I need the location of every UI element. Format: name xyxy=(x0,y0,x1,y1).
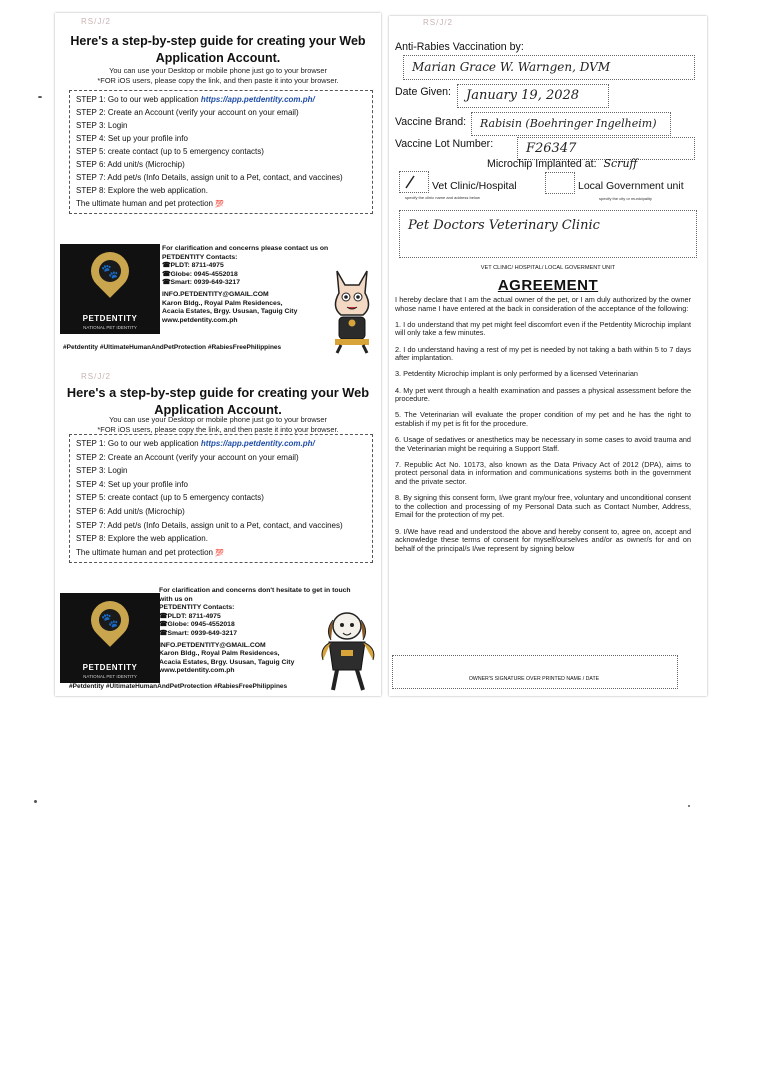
signature-field[interactable] xyxy=(392,655,678,689)
steps-box xyxy=(69,90,373,214)
clause: 1. I do understand that my pet might feel discomfort even if the Petdentity Microchip implant will only take a few minutes. xyxy=(395,319,691,338)
web-app-link[interactable]: https://app.petdentity.com.ph/ xyxy=(200,95,315,104)
email-address: INFO.PETDENTITY@GMAIL.COM xyxy=(159,641,266,649)
hashtags: #Petdentity #UltimateHumanAndPetProtection #RabiesFreePhilippines xyxy=(63,344,282,351)
steps-box xyxy=(69,434,373,563)
step-item: STEP 7: Add pet/s (Info Details, assign unit to a Pet, contact, and vaccines) xyxy=(76,520,343,530)
step-item: STEP 6: Add unit/s (Microchip) xyxy=(76,506,185,516)
phone-globe: ☎Globe: 0945-4552018 xyxy=(159,621,235,629)
clause: 5. The Veterinarian will evaluate the proper condition of my pet and he has the right to establish if my pet is fit for the procedure. xyxy=(395,410,691,428)
clause: 2. I do understand having a rest of my pet is needed by not taking a bath within 5 to 7 days after implantation. xyxy=(395,344,691,363)
dog-mascot-icon xyxy=(317,608,379,694)
cat-mascot-icon xyxy=(323,263,381,355)
lgu-hint: specify the city or municipality xyxy=(599,196,652,201)
step-item: STEP 6: Add unit/s (Microchip) xyxy=(76,160,185,169)
lgu-option: Local Government unit xyxy=(578,180,684,192)
closing-line: The ultimate human and pet protection 💯 xyxy=(76,547,224,557)
step-item: STEP 3: Login xyxy=(76,121,128,130)
scan-speck xyxy=(38,96,42,98)
step-item: STEP 2: Create an Account (verify your account on your email) xyxy=(76,108,299,117)
step-item: STEP 4: Set up your profile info xyxy=(76,479,188,489)
clause: 7. Republic Act No. 10173, also known as the Data Privacy Act of 2012 (DPA), aims to protect personal data in information and communications systems both in the government and the private sector. xyxy=(395,459,691,487)
scan-speck xyxy=(688,805,690,807)
stamp-mark: RS/J/2 xyxy=(81,17,112,26)
agreement-clauses xyxy=(395,296,691,561)
clause: 6. Usage of sedatives or anesthetics may be necessary in some cases to avoid trauma and the Veterinarian might be requiring a Support Staff. xyxy=(395,435,691,453)
step-item: STEP 8: Explore the web application. xyxy=(76,534,208,544)
vaccine-lot-field[interactable]: F26347 xyxy=(517,137,695,160)
vaccine-brand-field[interactable]: Rabisin (Boehringer Ingelheim) xyxy=(471,112,671,136)
phone-globe: ☎Globe: 0945-4552018 xyxy=(162,270,238,278)
hundred-icon: 💯 xyxy=(215,549,224,557)
clause: 4. My pet went through a health examination and passes a physical assessment before the procedure. xyxy=(395,385,691,404)
clause: 3. Petdentity Microchip implant is only performed by a licensed Veterinarian xyxy=(395,369,638,379)
vaccination-form-sheet xyxy=(389,16,707,696)
paw-icon: 🐾 xyxy=(99,609,121,631)
vaccinated-by-label: Anti-Rabies Vaccination by: xyxy=(395,41,524,53)
location-pin-icon xyxy=(83,244,137,298)
guide-subtitle: You can use your Desktop or mobile phone just go to your browser *FOR iOS users, please copy the link, and then paste it into your browser. xyxy=(97,66,339,85)
step-item: STEP 8: Explore the web application. xyxy=(76,186,208,195)
clause: 9. I/We have read and understood the above and hereby consent to, agree on, accept and acknowledge these terms of consent for myself/ourselves and/or as owner/s for and on behalf of the principal/s I/we represent by signing below xyxy=(395,526,691,553)
closing-line: The ultimate human and pet protection 💯 xyxy=(76,199,224,208)
agreement-intro: I hereby declare that I am the actual owner of the pet, or I am duly authorized by the owner whose name I have entered at the back in consideration of the acceptance of the following: xyxy=(395,295,691,313)
guide-card-top xyxy=(55,13,381,359)
step-item: STEP 7: Add pet/s (Info Details, assign unit to a Pet, contact, and vaccines) xyxy=(76,173,343,182)
vaccine-lot-label: Vaccine Lot Number: xyxy=(395,138,494,150)
petdentity-logo: 🐾 PETDENTITY NATIONAL PET IDENTITY xyxy=(60,593,160,683)
hundred-icon: 💯 xyxy=(215,201,224,208)
checkmark-icon xyxy=(400,172,428,192)
guide-subtitle: You can use your Desktop or mobile phone just go to your browser *FOR iOS users, please copy the link, and then paste it into your browser. xyxy=(97,415,339,434)
contact-block: For clarification and concerns don't hesitate to get in touch with us on PETDENTITY Contacts: ☎PLDT: 8711-4975 ☎Globe: 0945-4552018 ☎Smart: 0939-649-3217 INFO.PETDENTITY@GMAIL.COM Karon Bldg., Royal Palm Residences, Acacia Estates, Brgy. Ususan, Taguig City www.petdentity.com.ph xyxy=(159,587,359,676)
scan-speck xyxy=(34,800,37,803)
stamp-mark: RS/J/2 xyxy=(423,18,454,27)
vet-clinic-checkbox[interactable] xyxy=(399,171,429,193)
step-item: STEP 5: create contact (up to 5 emergency contacts) xyxy=(76,147,264,156)
step-item: STEP 1: Go to our web application https://app.petdentity.com.ph/ xyxy=(76,439,315,448)
agreement-title: AGREEMENT xyxy=(497,277,599,294)
guide-title: Here's a step-by-step guide for creating your Web Application Account. xyxy=(66,385,370,417)
guide-sheet xyxy=(55,13,381,696)
microchip-implant-label: Microchip Implanted at: Scruff xyxy=(487,157,638,170)
phone-smart: ☎Smart: 0939-649-3217 xyxy=(162,279,240,287)
vaccinated-by-field[interactable]: Marian Grace W. Warngen, DVM xyxy=(403,55,695,80)
clinic-caption: VET CLINIC/ HOSPITAL/ LOCAL GOVERMENT UNIT xyxy=(480,265,616,271)
phone-pldt: ☎PLDT: 8711-4975 xyxy=(159,612,221,620)
step-item: STEP 1: Go to our web application https://app.petdentity.com.ph/ xyxy=(76,95,315,104)
vaccine-brand-label: Vaccine Brand: xyxy=(395,116,467,128)
date-given-field[interactable]: January 19, 2028 xyxy=(457,84,609,108)
petdentity-logo: 🐾 PETDENTITY NATIONAL PET IDENTITY xyxy=(60,244,160,334)
clinic-name-field[interactable]: Pet Doctors Veterinary Clinic xyxy=(399,210,697,258)
web-app-link[interactable]: https://app.petdentity.com.ph/ xyxy=(200,439,315,448)
step-item: STEP 4: Set up your profile info xyxy=(76,134,188,143)
vet-clinic-hint: specify the clinic name and address below xyxy=(405,195,480,200)
clause: 8. By signing this consent form, I/we grant my/our free, voluntary and unconditional consent to the collection and processing of my Personal Data such as Contact Number, Address, Email for the protection of my pet. xyxy=(395,493,691,520)
stamp-mark: RS/J/2 xyxy=(81,372,112,381)
hashtags: #Petdentity #UltimateHumanAndPetProtection #RabiesFreePhilippines xyxy=(69,683,288,690)
location-pin-icon xyxy=(83,593,137,647)
date-given-label: Date Given: xyxy=(395,86,451,98)
step-item: STEP 5: create contact (up to 5 emergency contacts) xyxy=(76,493,264,503)
website-link: www.petdentity.com.ph xyxy=(162,316,238,324)
step-item: STEP 3: Login xyxy=(76,466,128,476)
website-link: www.petdentity.com.ph xyxy=(159,667,235,675)
signature-caption: OWNER'S SIGNATURE OVER PRINTED NAME / DATE xyxy=(468,676,600,682)
email-address: INFO.PETDENTITY@GMAIL.COM xyxy=(162,290,269,298)
paw-icon: 🐾 xyxy=(99,260,121,282)
microchip-implant-value: Scruff xyxy=(603,157,638,170)
lgu-checkbox[interactable] xyxy=(545,172,575,194)
contact-block: For clarification and concerns please contact us on PETDENTITY Contacts: ☎PLDT: 8711-4975 ☎Globe: 0945-4552018 ☎Smart: 0939-649-3217 INFO.PETDENTITY@GMAIL.COM Karon Bldg., Royal Palm Residences, Acacia Estates, Brgy. Ususan, Taguig City www.petdentity.com.ph xyxy=(162,245,362,325)
phone-pldt: ☎PLDT: 8711-4975 xyxy=(162,262,224,270)
vet-clinic-option: Vet Clinic/Hospital xyxy=(432,180,517,192)
guide-title: Here's a step-by-step guide for creating your Web Application Account. xyxy=(70,34,366,65)
guide-card-bottom xyxy=(55,368,381,696)
step-item: STEP 2: Create an Account (verify your account on your email) xyxy=(76,452,299,462)
phone-smart: ☎Smart: 0939-649-3217 xyxy=(159,629,237,637)
